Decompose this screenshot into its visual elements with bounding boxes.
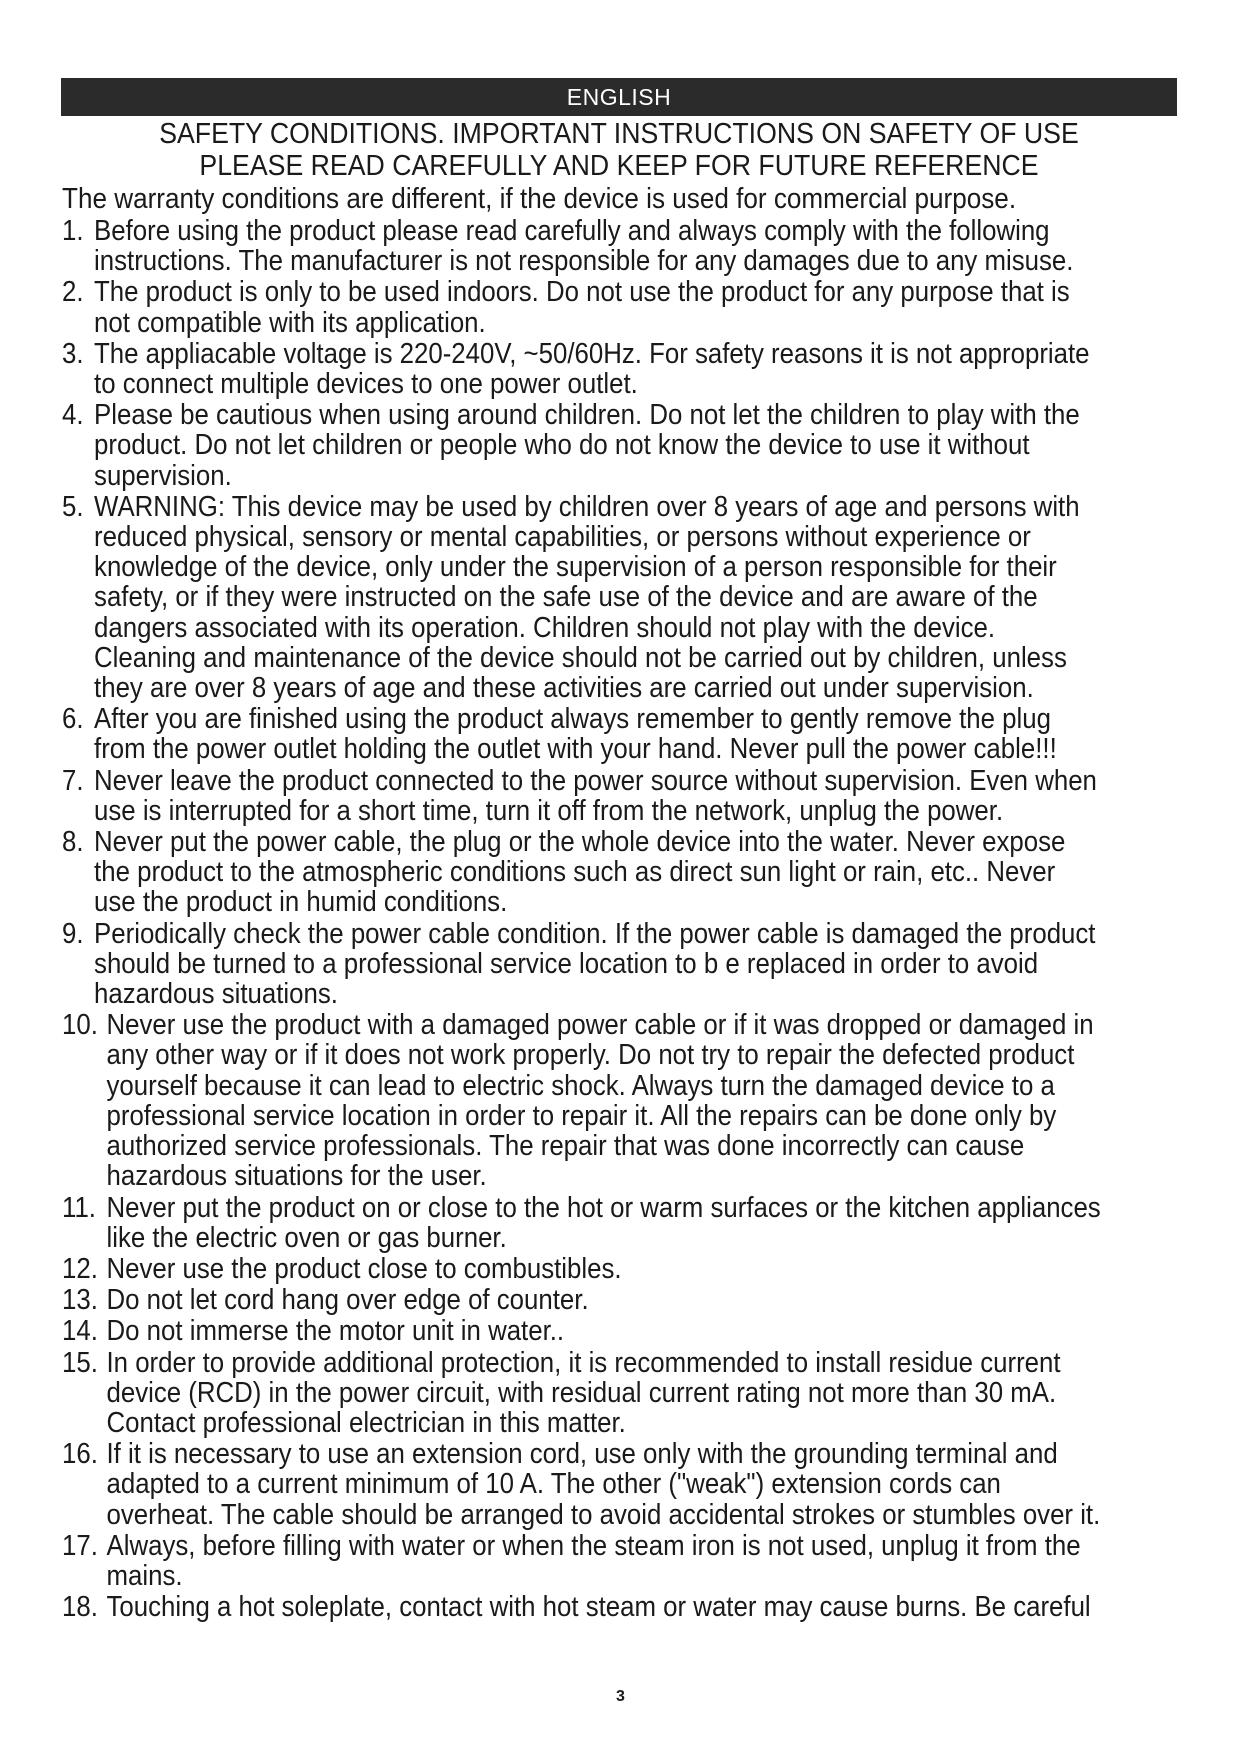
instructions-content: [62, 184, 1212, 1622]
safety-instructions-list: [62, 216, 1212, 1622]
item-number: 10.: [62, 1009, 98, 1042]
item-number: 8.: [62, 826, 84, 859]
item-number: 6.: [62, 703, 84, 736]
list-item: [62, 1592, 1103, 1622]
page-number: 3: [616, 1688, 625, 1705]
list-item: [62, 277, 1103, 337]
item-number: 5.: [62, 490, 84, 523]
list-item: [62, 1531, 1103, 1591]
item-text: The appliacable voltage is 220-240V, ~50/60Hz. For safety reasons it is not appropriate to connect multiple devices to one power outlet.: [94, 337, 1090, 401]
list-item: [62, 400, 1103, 491]
item-number: 17.: [62, 1529, 98, 1562]
item-number: 1.: [62, 215, 84, 247]
warranty-intro: The warranty conditions are different, if the device is used for commercial purpose.: [62, 183, 1017, 215]
item-text: Never use the product close to combustibles.: [106, 1252, 622, 1285]
list-item: [62, 1439, 1103, 1530]
item-number: 3.: [62, 337, 84, 370]
list-item: [62, 827, 1103, 918]
item-text: Always, before filling with water or when the steam iron is not used, unplug it from the mains.: [106, 1529, 1081, 1592]
list-item: [62, 1316, 1103, 1346]
item-number: 4.: [62, 399, 84, 432]
list-item: [62, 216, 1103, 276]
list-item: [62, 766, 1103, 826]
list-item: [62, 1193, 1103, 1253]
item-text: Never put the power cable, the plug or the whole device into the water. Never expose the product to the atmospheric conditions such as direct sun light or rain, etc.. Never use the product in humid conditions.: [94, 826, 1066, 919]
item-text: Do not immerse the motor unit in water..: [106, 1315, 565, 1348]
list-item: [62, 1285, 1103, 1315]
list-item: [62, 919, 1103, 1010]
list-item: [62, 1010, 1103, 1191]
item-number: 7.: [62, 764, 84, 797]
list-item: [62, 492, 1103, 703]
list-item: [62, 1254, 1103, 1284]
item-number: 2.: [62, 276, 84, 309]
item-number: 14.: [62, 1315, 98, 1348]
title-line-1: SAFETY CONDITIONS. IMPORTANT INSTRUCTIONS ON SAFETY OF USE: [159, 118, 1079, 150]
item-text: After you are finished using the product always remember to gently remove the plug from the power outlet holding the outlet with your hand. Never pull the power cable!!!: [94, 703, 1057, 766]
item-number: 11.: [62, 1191, 96, 1224]
item-text: Never leave the product connected to the power source without supervision. Even when use is interrupted for a short time, turn it off from the network, unplug the power.: [94, 764, 1097, 827]
list-item: [62, 704, 1103, 764]
list-item: [62, 1348, 1103, 1439]
item-number: 9.: [62, 917, 84, 950]
item-number: 18.: [62, 1591, 98, 1624]
item-text: In order to provide additional protection, it is recommended to install residue current device (RCD) in the power circuit, with residual current rating not more than 30 mA. Contact professional electrician in this matter.: [106, 1346, 1061, 1439]
item-text: Before using the product please read carefully and always comply with the following instructions. The manufacturer is not responsible for any damages due to any misuse.: [94, 215, 1074, 278]
item-number: 12.: [62, 1252, 98, 1285]
item-text: Touching a hot soleplate, contact with hot steam or water may cause burns. Be careful: [106, 1591, 1091, 1624]
item-text: If it is necessary to use an extension cord, use only with the grounding terminal and adapted to a current minimum of 10 A. The other ("weak") extension cords can overheat. The cable should be arranged to avoid accidental strokes or stumbles over it.: [106, 1438, 1101, 1531]
title-line-2: PLEASE READ CAREFULLY AND KEEP FOR FUTURE REFERENCE: [199, 150, 1039, 182]
item-text: Do not let cord hang over edge of counter.: [106, 1284, 589, 1317]
item-text: The product is only to be used indoors. Do not use the product for any purpose that is not compatible with its application.: [94, 276, 1070, 339]
list-item: [62, 339, 1103, 399]
item-text: Please be cautious when using around children. Do not let the children to play with the product. Do not let children or people who do not know the device to use it without supervision.: [94, 399, 1080, 492]
item-text: Never use the product with a damaged power cable or if it was dropped or damaged in any other way or if it does not work properly. Do not try to repair the defected product yourself because it can lead to electric shock. Always turn the damaged device to a professional service location in order to repair it. All the repairs can be done only by authorized service professionals. The repair that was done incorrectly can cause hazardous situations for the user.: [106, 1009, 1094, 1193]
item-text: WARNING: This device may be used by children over 8 years of age and persons with reduced physical, sensory or mental capabilities, or persons without experience or knowledge of the device, only under the supervision of a person responsible for their safety, or if they were instructed on the safe use of the device and are aware of the dangers associated with its operation. Children should not play with the device. Cleaning and maintenance of the device should not be carried out by children, unless they are over 8 years of age and these activities are carried out under supervision.: [94, 490, 1080, 705]
item-number: 15.: [62, 1346, 98, 1379]
language-banner: ENGLISH: [61, 78, 1177, 116]
item-text: Never put the product on or close to the hot or warm surfaces or the kitchen appliances like the electric oven or gas burner.: [106, 1191, 1101, 1254]
item-number: 16.: [62, 1438, 98, 1471]
item-text: Periodically check the power cable condition. If the power cable is damaged the product should be turned to a professional service location to b e replaced in order to avoid hazardous situations.: [94, 917, 1096, 1011]
item-number: 13.: [62, 1284, 98, 1317]
